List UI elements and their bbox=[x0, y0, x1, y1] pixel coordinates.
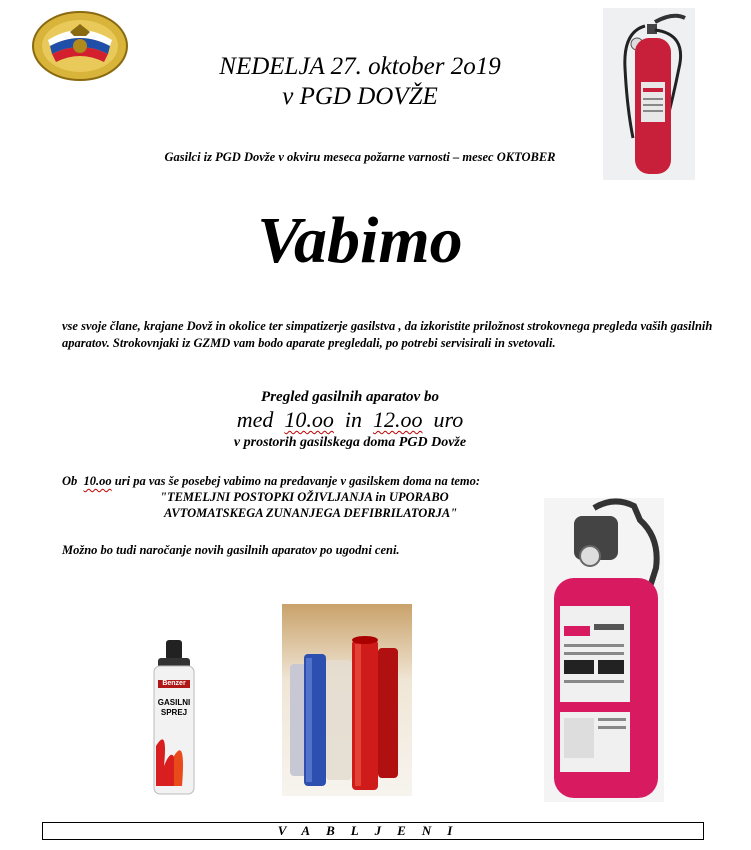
lecture-intro bbox=[62, 473, 622, 489]
lecture-time: 10.oo bbox=[83, 474, 112, 488]
fire-spray-photo bbox=[146, 636, 202, 796]
lecture-block bbox=[62, 473, 622, 521]
schedule-post: uro bbox=[422, 407, 464, 432]
schedule-time-line bbox=[120, 407, 580, 433]
lecture-topic-line2: AVTOMATSKEGA ZUNANJEGA DEFIBRILATORJA" bbox=[164, 506, 458, 520]
schedule-time-from: 10.oo bbox=[284, 407, 334, 432]
lecture-pre: Ob bbox=[62, 474, 84, 488]
firefighter-emblem-icon bbox=[30, 10, 130, 82]
schedule-location: v prostorih gasilskega doma PGD Dovže bbox=[233, 435, 467, 450]
spray-canisters-photo bbox=[282, 604, 412, 796]
event-date: NEDELJA 27. oktober 2o19 bbox=[219, 53, 501, 80]
schedule-line1: Pregled gasilnih aparatov bo bbox=[261, 389, 439, 405]
spray-label-line1: GASILNI bbox=[157, 698, 191, 707]
spray-brand: Benzer bbox=[162, 680, 186, 687]
spray-label-line2: SPREJ bbox=[160, 708, 188, 717]
subtitle: Gasilci iz PGD Dovže v okviru meseca požarne varnosti – mesec OKTOBER bbox=[164, 150, 556, 164]
pink-extinguisher-photo bbox=[544, 498, 664, 802]
event-date-heading bbox=[150, 52, 570, 112]
schedule-mid: in bbox=[333, 407, 374, 432]
footer-text: VABLJENI bbox=[277, 823, 469, 838]
intro-paragraph: vse svoje člane, krajane Dovž in okolice ter simpatizerje gasilstva , da izkoristite priložnost strokovnega pregleda vaših gasilnih aparatov. Strokovnjaki iz GZMD vam bodo aparate pregledali, po potrebi servisirali in svetovali. bbox=[62, 319, 713, 350]
schedule-block bbox=[120, 387, 580, 453]
schedule-pre: med bbox=[236, 407, 285, 432]
ordering-note: Možno bo tudi naročanje novih gasilnih aparatov po ugodni ceni. bbox=[62, 543, 400, 557]
invite-title: Vabimo bbox=[257, 204, 463, 277]
lecture-topic-line1: "TEMELJNI POSTOPKI OŽIVLJANJA in UPORABO bbox=[160, 490, 449, 504]
lecture-post: uri pa vas še posebej vabimo na predavanje v gasilskem doma na temo: bbox=[111, 474, 481, 488]
schedule-time-to: 12.oo bbox=[373, 407, 423, 432]
event-place: v PGD DOVŽE bbox=[282, 83, 438, 110]
